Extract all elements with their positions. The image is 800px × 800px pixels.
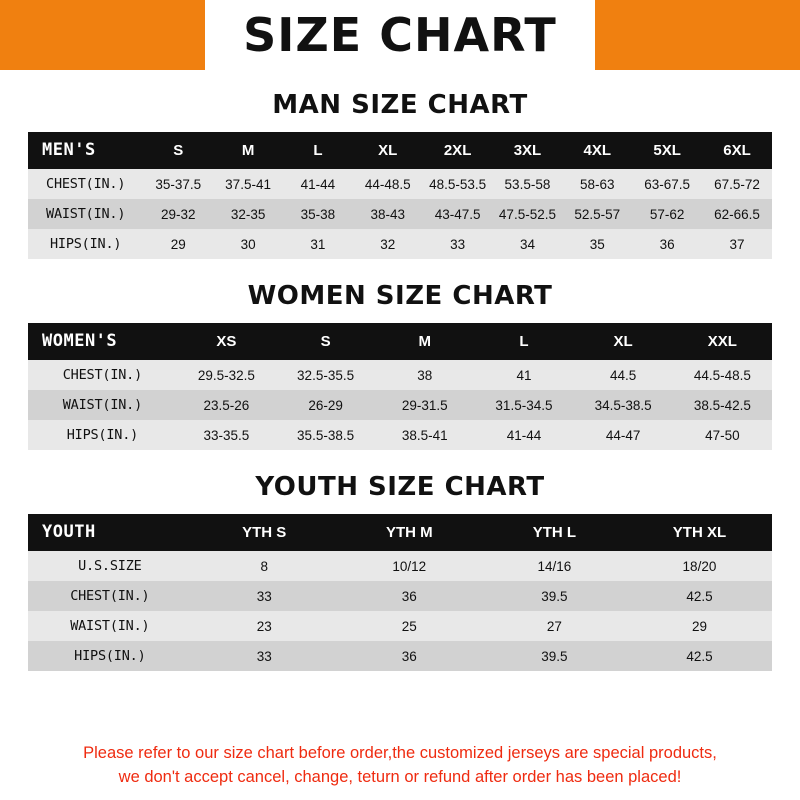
women-cell: 35.5-38.5 <box>297 427 355 443</box>
men-row-label: HIPS(IN.) <box>49 236 122 252</box>
women-cell: 32.5-35.5 <box>297 367 355 383</box>
men-header-cell: XL <box>378 141 398 159</box>
women-row-label: HIPS(IN.) <box>66 427 139 443</box>
women-header-cell: S <box>320 332 331 350</box>
men-cell: 32-35 <box>230 206 266 222</box>
youth-header-cell: YTH L <box>532 523 577 541</box>
women-header-label: WOMEN'S <box>42 331 118 351</box>
women-cell: 41-44 <box>506 427 542 443</box>
youth-cell: 39.5 <box>541 648 568 664</box>
men-cell: 29-32 <box>160 206 196 222</box>
women-cell: 31.5-34.5 <box>495 397 553 413</box>
youth-cell: 42.5 <box>686 588 713 604</box>
men-cell: 52.5-57 <box>574 206 621 222</box>
men-cell: 58-63 <box>580 176 615 192</box>
table-row <box>28 390 772 420</box>
women-cell: 44.5 <box>610 367 637 383</box>
men-cell: 48.5-53.5 <box>429 176 487 192</box>
youth-size-table <box>28 514 772 671</box>
youth-cell: 8 <box>260 558 268 574</box>
table-header-row <box>28 514 772 551</box>
page-header <box>0 0 800 70</box>
youth-row-label: HIPS(IN.) <box>74 648 146 664</box>
women-cell: 26-29 <box>308 397 343 413</box>
youth-row-label: CHEST(IN.) <box>70 588 150 604</box>
table-row <box>28 229 772 259</box>
youth-section-title: YOUTH SIZE CHART <box>255 472 545 502</box>
men-cell: 32 <box>380 236 396 252</box>
youth-cell: 33 <box>256 648 272 664</box>
youth-cell: 39.5 <box>541 588 568 604</box>
men-cell: 37.5-41 <box>225 176 271 192</box>
table-row <box>28 581 772 611</box>
men-cell: 47.5-52.5 <box>498 206 556 222</box>
table-row <box>28 199 772 229</box>
men-cell: 41-44 <box>300 176 336 192</box>
men-header-cell: 5XL <box>653 141 681 159</box>
women-cell: 47-50 <box>705 427 740 443</box>
footer-disclaimer <box>0 741 800 800</box>
header-accent-right <box>595 0 800 70</box>
women-cell: 38 <box>417 367 433 383</box>
men-cell: 38-43 <box>370 206 406 222</box>
youth-row-label: U.S.SIZE <box>78 558 142 574</box>
men-cell: 35-37.5 <box>155 176 202 192</box>
men-section-title: MAN SIZE CHART <box>272 90 528 120</box>
youth-cell: 29 <box>691 618 707 634</box>
youth-cell: 25 <box>401 618 417 634</box>
women-cell: 44-47 <box>605 427 641 443</box>
men-cell: 35-38 <box>300 206 336 222</box>
youth-cell: 36 <box>401 648 417 664</box>
men-cell: 35 <box>589 236 605 252</box>
youth-header-cell: YTH S <box>242 523 287 541</box>
table-row <box>28 420 772 450</box>
women-size-table <box>28 323 772 450</box>
page-title: SIZE CHART <box>243 8 557 62</box>
youth-header-label: YOUTH <box>42 522 96 542</box>
women-header-cell: XXL <box>707 332 737 350</box>
women-cell: 34.5-38.5 <box>594 397 652 413</box>
table-row <box>28 611 772 641</box>
men-row-label: WAIST(IN.) <box>46 206 126 222</box>
women-cell: 29-31.5 <box>401 397 448 413</box>
men-cell: 37 <box>729 236 745 252</box>
youth-header-cell: YTH M <box>385 523 433 541</box>
men-header-cell: M <box>241 141 255 159</box>
youth-cell: 23 <box>256 618 272 634</box>
youth-cell: 14/16 <box>537 558 572 574</box>
men-cell: 30 <box>240 236 256 252</box>
women-cell: 41 <box>516 367 532 383</box>
men-size-table <box>28 132 772 259</box>
youth-cell: 10/12 <box>392 558 427 574</box>
women-cell: 23.5-26 <box>203 397 250 413</box>
men-header-label: MEN'S <box>42 140 96 160</box>
women-cell: 38.5-41 <box>401 427 448 443</box>
men-cell: 33 <box>450 236 466 252</box>
table-row <box>28 169 772 199</box>
women-row-label: CHEST(IN.) <box>62 367 143 383</box>
table-row <box>28 551 772 581</box>
men-header-cell: 3XL <box>513 141 542 159</box>
women-header-cell: L <box>519 332 529 350</box>
men-cell: 44-48.5 <box>364 176 411 192</box>
men-cell: 63-67.5 <box>644 176 691 192</box>
table-row <box>28 360 772 390</box>
men-row-label: CHEST(IN.) <box>46 176 126 192</box>
table-header-row <box>28 132 772 169</box>
men-cell: 53.5-58 <box>504 176 551 192</box>
women-cell: 33-35.5 <box>203 427 250 443</box>
men-header-cell: 6XL <box>723 141 751 159</box>
men-header-cell: L <box>313 141 323 159</box>
men-cell: 62-66.5 <box>714 206 760 222</box>
men-header-cell: S <box>173 141 184 159</box>
women-section-title: WOMEN SIZE CHART <box>247 281 553 311</box>
men-cell: 31 <box>310 236 326 252</box>
women-cell: 38.5-42.5 <box>693 397 751 413</box>
page-content <box>0 70 800 723</box>
youth-row-label: WAIST(IN.) <box>70 618 150 634</box>
youth-cell: 33 <box>256 588 272 604</box>
youth-cell: 18/20 <box>682 558 717 574</box>
table-row <box>28 641 772 671</box>
header-accent-left <box>0 0 205 70</box>
women-cell: 44.5-48.5 <box>693 367 751 383</box>
footer-line-2: we don't accept cancel, change, teturn or refund after order has been placed! <box>118 768 682 787</box>
men-cell: 67.5-72 <box>714 176 760 192</box>
youth-cell: 27 <box>546 618 562 634</box>
men-header-cell: 4XL <box>583 141 612 159</box>
men-header-cell: 2XL <box>443 141 472 159</box>
women-row-label: WAIST(IN.) <box>62 397 143 413</box>
men-cell: 34 <box>519 236 535 252</box>
youth-cell: 42.5 <box>686 648 713 664</box>
youth-header-cell: YTH XL <box>672 523 727 541</box>
women-header-cell: XL <box>613 332 633 350</box>
men-cell: 57-62 <box>649 206 685 222</box>
women-header-cell: M <box>418 332 432 350</box>
footer-line-1: Please refer to our size chart before order,the customized jerseys are special products, <box>83 743 717 762</box>
table-header-row <box>28 323 772 360</box>
men-cell: 36 <box>659 236 675 252</box>
women-header-cell: XS <box>216 332 237 350</box>
youth-cell: 36 <box>401 588 417 604</box>
men-cell: 29 <box>170 236 186 252</box>
women-cell: 29.5-32.5 <box>197 367 255 383</box>
men-cell: 43-47.5 <box>434 206 481 222</box>
